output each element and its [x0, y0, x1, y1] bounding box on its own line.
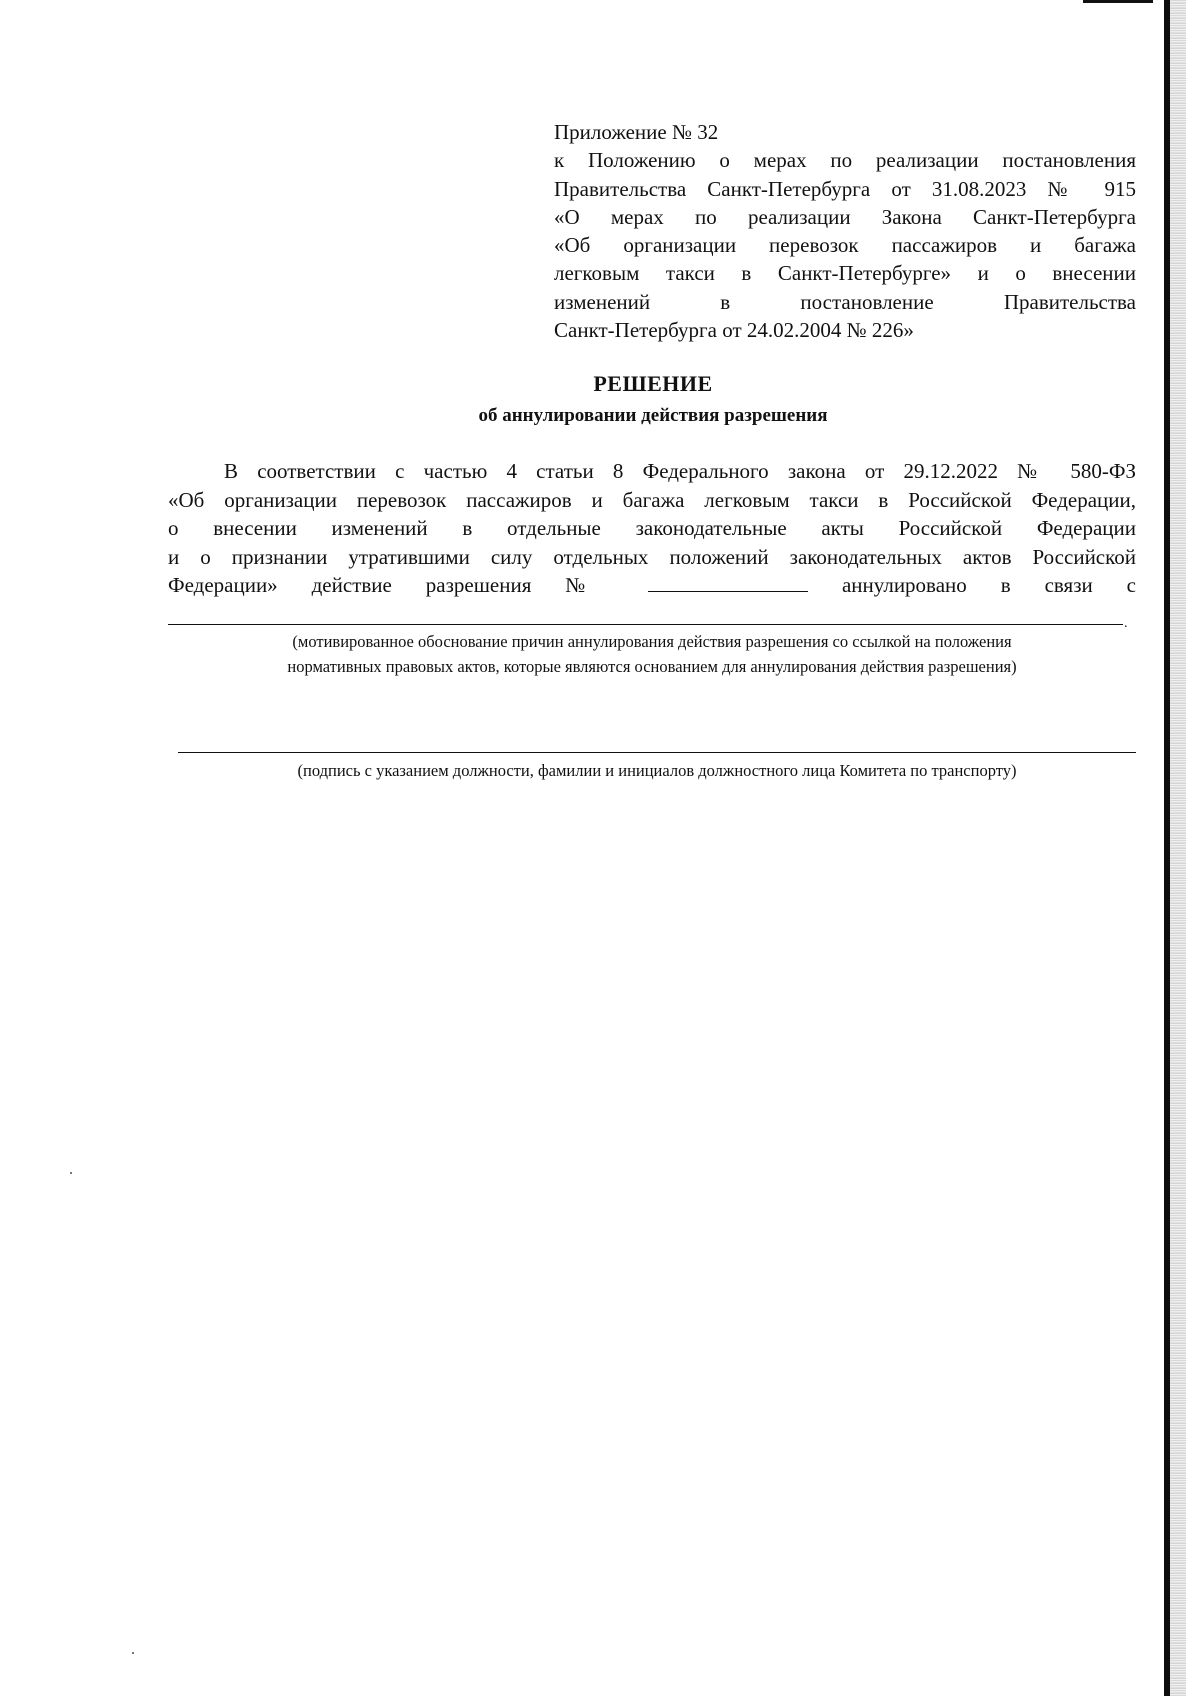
- body-line: и о признании утратившими силу отдельных положений законодательных актов Российской: [168, 544, 1136, 569]
- appendix-line: «О мерах по реализации Закона Санкт-Петербурга: [554, 204, 1136, 229]
- body-text-after-number: аннулировано в связи с: [841, 573, 1137, 597]
- signature-caption: (подпись с указанием должности, фамилии и инициалов должностного лица Комитета по транспорту): [297, 761, 1017, 780]
- appendix-line: Правительства Санкт-Петербурга от 31.08.2023 № 915: [554, 176, 1136, 201]
- reason-end-mark: .: [1124, 616, 1128, 631]
- appendix-header: [554, 118, 1136, 344]
- reason-caption: [168, 629, 1136, 679]
- appendix-line: легковым такси в Санкт-Петербурге» и о внесении: [554, 261, 1136, 286]
- scan-edge-top: [1083, 0, 1153, 3]
- permit-number-field[interactable]: [648, 573, 808, 592]
- scan-speck: [70, 1172, 72, 1174]
- reason-field[interactable]: [168, 624, 1123, 625]
- signature-field[interactable]: [178, 752, 1136, 753]
- decision-body: [168, 457, 1136, 600]
- appendix-line: к Положению о мерах по реализации постановления: [554, 148, 1136, 173]
- appendix-line: «Об организации перевозок пассажиров и багажа: [554, 233, 1136, 258]
- body-last-line: [168, 571, 1136, 600]
- appendix-line: изменений в постановление Правительства: [554, 289, 1136, 314]
- appendix-number: Приложение № 32: [554, 120, 719, 144]
- body-line: о внесении изменений в отдельные законодательные акты Российской Федерации: [168, 516, 1136, 540]
- document-title: РЕШЕНИЕ: [593, 371, 713, 396]
- appendix-last-line: Санкт-Петербурга от 24.02.2004 № 226»: [554, 318, 914, 343]
- scan-speck: [132, 1652, 134, 1654]
- body-line: «Об организации перевозок пассажиров и багажа легковым такси в Российской Федерации,: [168, 487, 1136, 512]
- reason-caption-line: (мотивированное обоснование причин аннулирования действия разрешения со ссылкой на положения: [292, 632, 1012, 651]
- document-subtitle: об аннулировании действия разрешения: [478, 405, 828, 426]
- body-line: В соответствии с частью 4 статьи 8 Федерального закона от 29.12.2022 № 580-ФЗ: [224, 459, 1136, 483]
- scan-edge-noise: [1170, 0, 1186, 1696]
- reason-caption-line: нормативных правовых актов, которые являются основанием для аннулирования действия разрешения): [287, 657, 1017, 676]
- body-text-before-number: Федерации» действие разрешения №: [168, 573, 615, 597]
